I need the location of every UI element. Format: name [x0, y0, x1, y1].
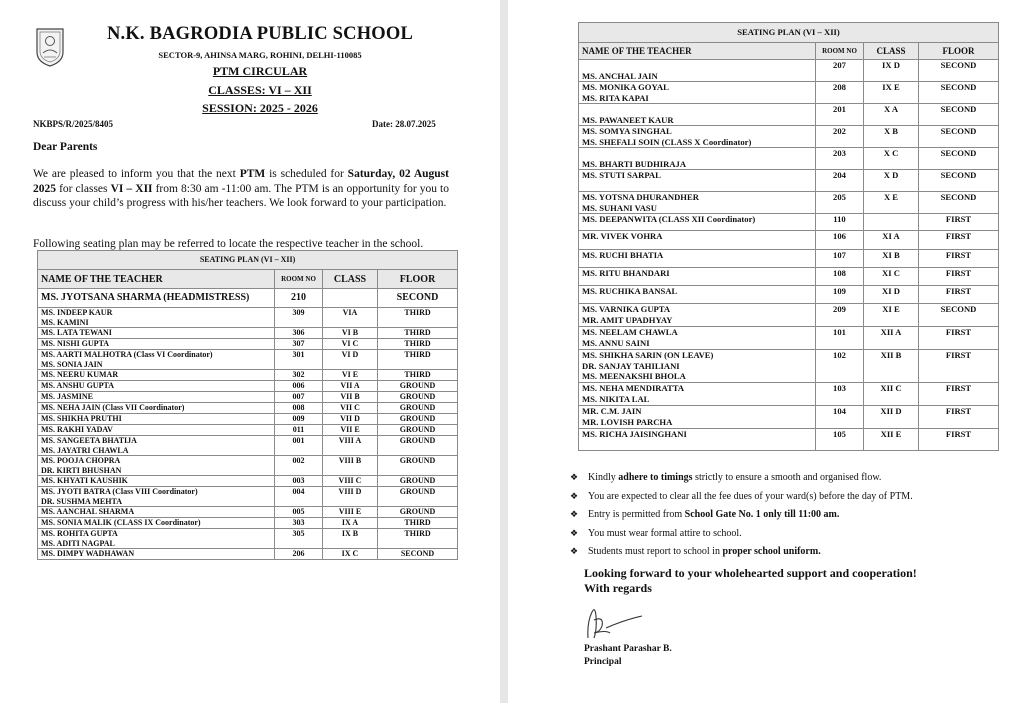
teacher-name: DR. SUSHMA MEHTA	[41, 496, 122, 506]
class-name: VIA	[323, 308, 378, 328]
teacher-names	[579, 104, 816, 126]
room-number: 004	[275, 487, 323, 507]
headmistress-row	[38, 289, 458, 308]
teacher-names	[38, 549, 275, 560]
teacher-row	[38, 308, 458, 328]
teacher-row	[38, 414, 458, 425]
teacher-name: MS. YOTSNA DHURANDHER	[582, 192, 699, 202]
teacher-names	[579, 327, 816, 350]
instruction-text: Kindly	[588, 472, 619, 483]
room-number: 003	[275, 476, 323, 487]
closing-remarks	[584, 566, 917, 595]
class-name: XII D	[864, 406, 919, 429]
class-name: VIII E	[323, 507, 378, 518]
teacher-name: DR. KIRTI BHUSHAN	[41, 465, 122, 475]
teacher-name: MS. JASMINE	[41, 392, 94, 401]
diamond-bullet-icon: ❖	[570, 527, 579, 538]
instruction-item	[570, 472, 913, 491]
teacher-name: MS. NEHA JAIN (Class VII Coordinator)	[41, 403, 185, 412]
teacher-names	[38, 308, 275, 328]
teacher-names	[579, 250, 816, 268]
teacher-names	[579, 304, 816, 327]
teacher-row	[579, 104, 999, 126]
teacher-row	[579, 286, 999, 304]
class-name: XII C	[864, 383, 919, 406]
room-number: 202	[816, 126, 864, 148]
teacher-name: MS. KAMINI	[41, 317, 89, 327]
room-number: 205	[816, 192, 864, 214]
room-number: 203	[816, 148, 864, 170]
teacher-row	[38, 476, 458, 487]
teacher-name: MS. SONIA JAIN	[41, 359, 103, 369]
teacher-name: MS. NIKITA LAL	[582, 393, 650, 404]
room-number: 110	[816, 214, 864, 231]
floor-name: THIRD	[378, 518, 458, 529]
class-name: VII A	[323, 381, 378, 392]
teacher-name: MS. SHIKHA SARIN (ON LEAVE)	[582, 350, 714, 360]
teacher-names	[579, 60, 816, 82]
teacher-name	[582, 440, 812, 451]
teacher-names	[579, 231, 816, 250]
col-header-floor: FLOOR	[378, 270, 458, 289]
teacher-name: MR. VIVEK VOHRA	[582, 231, 663, 241]
instruction-item	[570, 528, 913, 547]
class-name: VIII D	[323, 487, 378, 507]
teacher-row	[579, 304, 999, 327]
teacher-names	[38, 350, 275, 370]
signer-name: Prashant Parashar B.	[584, 644, 672, 654]
col-header-class: CLASS	[864, 43, 919, 60]
floor-name: GROUND	[378, 487, 458, 507]
closing-line: Looking forward to your wholehearted support and cooperation!	[584, 566, 917, 580]
room-number: 104	[816, 406, 864, 429]
teacher-names	[38, 403, 275, 414]
teacher-row	[38, 392, 458, 403]
teacher-row	[38, 456, 458, 476]
room-number: 001	[275, 436, 323, 456]
teacher-name: MS. VARNIKA GUPTA	[582, 304, 671, 314]
teacher-names	[38, 518, 275, 529]
room-number: 208	[816, 82, 864, 104]
room-number: 008	[275, 403, 323, 414]
instruction-text: You must wear formal attire to school.	[588, 527, 742, 539]
principal-signature	[584, 600, 664, 645]
teacher-name: MS. KHYATI KAUSHIK	[41, 476, 128, 485]
instruction-text: Entry is permitted from	[588, 509, 685, 520]
floor-name: FIRST	[919, 383, 999, 406]
teacher-name: MS. ANNU SAINI	[582, 337, 650, 348]
teacher-row	[38, 549, 458, 560]
teacher-row	[38, 339, 458, 350]
teacher-name: MS. NISHI GUPTA	[41, 339, 110, 348]
floor-name: SECOND	[919, 126, 999, 148]
class-name: XI E	[864, 304, 919, 327]
floor-name: GROUND	[378, 425, 458, 436]
diamond-bullet-icon: ❖	[570, 509, 579, 519]
room-number: 204	[816, 170, 864, 192]
teacher-name: MS. AANCHAL SHARMA	[41, 507, 135, 516]
class-name: VII C	[323, 403, 378, 414]
teacher-row	[579, 268, 999, 286]
instruction-item	[570, 491, 913, 510]
teacher-name: MR. C.M. JAIN	[582, 406, 642, 416]
floor-name: FIRST	[919, 327, 999, 350]
teacher-name: MS. MEENAKSHI BHOLA	[582, 371, 686, 381]
room-number: 005	[275, 507, 323, 518]
room-number: 207	[816, 60, 864, 82]
teacher-row	[579, 406, 999, 429]
class-name: X E	[864, 192, 919, 214]
teacher-name: DR. SANJAY TAHILIANI	[582, 360, 680, 371]
school-logo	[34, 26, 66, 68]
class-name: VI C	[323, 339, 378, 350]
room-number: 303	[275, 518, 323, 529]
room-number: 109	[816, 286, 864, 304]
teacher-row	[579, 429, 999, 451]
room-number: 301	[275, 350, 323, 370]
floor-name: GROUND	[378, 392, 458, 403]
floor-name: FIRST	[919, 429, 999, 451]
floor-name: GROUND	[378, 414, 458, 425]
floor-name: THIRD	[378, 339, 458, 350]
seating-plan-caption: SEATING PLAN (VI – XII)	[579, 23, 999, 43]
circular-page-right	[508, 0, 1024, 703]
teacher-row	[38, 436, 458, 456]
teacher-name: MR. AMIT UPADHYAY	[582, 314, 673, 325]
class-name: XI B	[864, 250, 919, 268]
teacher-row	[579, 350, 999, 383]
teacher-names	[579, 286, 816, 304]
teacher-name: MS. LATA TEWANI	[41, 328, 112, 337]
teacher-row	[579, 250, 999, 268]
intro-paragraph: We are pleased to inform you that the next PTM is scheduled for Saturday, 02 August 2025 for classes VI – XII from 8:30 am -11:00 am. The PTM is an opportunity for you to discuss your child’s progress with his/her teachers. We look forward to your participation.	[33, 168, 450, 209]
teacher-names	[38, 487, 275, 507]
floor-name: THIRD	[378, 350, 458, 370]
class-name: XII A	[864, 327, 919, 350]
floor-name: GROUND	[378, 507, 458, 518]
class-name: VIII B	[323, 456, 378, 476]
teacher-names	[579, 192, 816, 214]
teacher-name	[582, 60, 812, 71]
teacher-name: MS. RUCHI BHATIA	[582, 250, 664, 260]
signatory	[584, 643, 672, 669]
teacher-name: MS. STUTI SARPAL	[582, 170, 661, 180]
teacher-name	[582, 104, 812, 115]
room-number: 309	[275, 308, 323, 328]
floor-name: FIRST	[919, 231, 999, 250]
teacher-name: MS. DIMPY WADHAWAN	[41, 549, 135, 558]
class-name: XII E	[864, 429, 919, 451]
room-number: 011	[275, 425, 323, 436]
teacher-names	[38, 529, 275, 549]
school-name: N.K. BAGRODIA PUBLIC SCHOOL	[106, 24, 414, 44]
room-number: 103	[816, 383, 864, 406]
room-number: 302	[275, 370, 323, 381]
teacher-names	[579, 148, 816, 170]
school-address: SECTOR-9, AHINSA MARG, ROHINI, DELHI-110085	[158, 50, 362, 60]
teacher-row	[579, 231, 999, 250]
seating-plan-caption: SEATING PLAN (VI – XII)	[38, 251, 458, 270]
col-header-name: NAME OF THE TEACHER	[579, 43, 816, 60]
teacher-names	[38, 425, 275, 436]
room-number: 201	[816, 104, 864, 126]
class-name: X D	[864, 170, 919, 192]
class-name: XI D	[864, 286, 919, 304]
teacher-name: MS. AARTI MALHOTRA (Class VI Coordinator)	[41, 350, 213, 359]
floor-name: SECOND	[919, 304, 999, 327]
room-number: 102	[816, 350, 864, 383]
room-number: 210	[275, 289, 323, 308]
class-name: VII E	[323, 425, 378, 436]
teacher-name: MS. ROHITA GUPTA	[41, 529, 118, 538]
teacher-names	[579, 170, 816, 192]
diamond-bullet-icon: ❖	[570, 490, 579, 501]
room-number: 206	[275, 549, 323, 560]
class-name: XII B	[864, 350, 919, 383]
teacher-row	[38, 487, 458, 507]
teacher-name: MS. NEHA MENDIRATTA	[582, 383, 685, 393]
instruction-item	[570, 546, 913, 565]
room-number: 305	[275, 529, 323, 549]
col-header-name: NAME OF THE TEACHER	[38, 270, 275, 289]
teacher-name: MS. ADITI NAGPAL	[41, 538, 115, 548]
teacher-row	[38, 370, 458, 381]
teacher-name	[582, 181, 812, 192]
room-number: 002	[275, 456, 323, 476]
teacher-name: MS. NEERU KUMAR	[41, 370, 119, 379]
room-number: 107	[816, 250, 864, 268]
room-number: 106	[816, 231, 864, 250]
instruction-item	[570, 509, 913, 528]
teacher-row	[579, 148, 999, 170]
teacher-name: MS. INDEEP KAUR	[41, 308, 113, 317]
teacher-name: MS. RICHA JAISINGHANI	[582, 429, 687, 439]
teacher-name: MS. BHARTI BUDHIRAJA	[582, 158, 687, 169]
teacher-name: MS. PAWANEET KAUR	[582, 114, 674, 125]
floor-name: SECOND	[378, 549, 458, 560]
teacher-name: MS. SHIKHA PRUTHI	[41, 414, 122, 423]
teacher-name: MS. NEELAM CHAWLA	[582, 327, 678, 337]
teacher-name: MS. MONIKA GOYAL	[582, 82, 669, 92]
signer-title: Principal	[584, 657, 622, 667]
teacher-names	[579, 429, 816, 451]
teacher-row	[579, 126, 999, 148]
teacher-names	[38, 328, 275, 339]
col-header-room: ROOM NO	[275, 270, 323, 289]
teacher-name: MS. JYOTSANA SHARMA (HEADMISTRESS)	[38, 289, 275, 308]
class-name: VIII C	[323, 476, 378, 487]
teacher-name: MS. SUHANI VASU	[582, 202, 657, 213]
teacher-row	[579, 327, 999, 350]
teacher-name: MS. SOMYA SINGHAL	[582, 126, 672, 136]
floor-name: THIRD	[378, 308, 458, 328]
teacher-row	[579, 82, 999, 104]
class-name: XI C	[864, 268, 919, 286]
class-name: IX E	[864, 82, 919, 104]
teacher-names	[579, 406, 816, 429]
class-name: X C	[864, 148, 919, 170]
instruction-text: Students must report to school in	[588, 546, 723, 557]
floor-name: FIRST	[919, 250, 999, 268]
seating-plan-table-right	[578, 22, 999, 451]
room-number: 007	[275, 392, 323, 403]
session-line: SESSION: 2025 - 2026	[202, 101, 318, 115]
floor-name: GROUND	[378, 403, 458, 414]
class-name: IX C	[323, 549, 378, 560]
room-number: 209	[816, 304, 864, 327]
teacher-name: MS. RITU BHANDARI	[582, 268, 670, 278]
floor-name: GROUND	[378, 456, 458, 476]
teacher-name: MS. JAYATRI CHAWLA	[41, 445, 129, 455]
teacher-row	[38, 507, 458, 518]
instructions-list	[570, 472, 913, 565]
teacher-name: MS. SHEFALI SOIN (CLASS X Coordinator)	[582, 136, 752, 147]
floor-name: FIRST	[919, 350, 999, 383]
teacher-name: MS. POOJA CHOPRA	[41, 456, 121, 465]
teacher-names	[38, 436, 275, 456]
teacher-row	[38, 518, 458, 529]
class-name: VI B	[323, 328, 378, 339]
teacher-name: MS. JYOTI BATRA (Class VIII Coordinator)	[41, 487, 198, 496]
floor-name: GROUND	[378, 436, 458, 456]
teacher-name: MS. RAKHI YADAV	[41, 425, 113, 434]
salutation: Dear Parents	[33, 141, 98, 153]
classes-line: CLASSES: VI – XII	[208, 83, 312, 97]
class-name: XI A	[864, 231, 919, 250]
teacher-name: MS. ANSHU GUPTA	[41, 381, 114, 390]
room-number: 006	[275, 381, 323, 392]
floor-name: THIRD	[378, 328, 458, 339]
class-name	[864, 214, 919, 231]
teacher-names	[38, 414, 275, 425]
class-name: VIII A	[323, 436, 378, 456]
floor-name: GROUND	[378, 476, 458, 487]
floor-name: SECOND	[919, 170, 999, 192]
class-name: VI E	[323, 370, 378, 381]
teacher-names	[38, 381, 275, 392]
teacher-row	[579, 214, 999, 231]
class-name: X A	[864, 104, 919, 126]
floor-name: SECOND	[378, 289, 458, 308]
floor-name: SECOND	[919, 60, 999, 82]
teacher-names	[579, 383, 816, 406]
circular-date: Date: 28.07.2025	[372, 119, 436, 129]
class-name	[323, 289, 378, 308]
teacher-names	[579, 214, 816, 231]
floor-name: SECOND	[919, 82, 999, 104]
room-number: 105	[816, 429, 864, 451]
teacher-name: MS. RUCHIKA BANSAL	[582, 286, 678, 296]
teacher-row	[579, 170, 999, 192]
room-number: 307	[275, 339, 323, 350]
class-name: IX D	[864, 60, 919, 82]
floor-name: THIRD	[378, 370, 458, 381]
teacher-names	[38, 456, 275, 476]
floor-name: FIRST	[919, 268, 999, 286]
floor-name: SECOND	[919, 148, 999, 170]
teacher-name: MS. SONIA MALIK (CLASS IX Coordinator)	[41, 518, 201, 527]
class-name: VII D	[323, 414, 378, 425]
room-number: 009	[275, 414, 323, 425]
instruction-emphasis: School Gate No. 1 only till 11:00 am.	[684, 509, 840, 520]
teacher-row	[579, 60, 999, 82]
instruction-emphasis: proper school uniform.	[722, 546, 821, 557]
teacher-name	[582, 148, 812, 159]
reference-number: NKBPS/R/2025/8405	[33, 119, 114, 129]
teacher-names	[579, 268, 816, 286]
instruction-text: You are expected to clear all the fee dues of your ward(s) before the day of PTM.	[588, 490, 913, 502]
teacher-row	[579, 383, 999, 406]
teacher-names	[38, 476, 275, 487]
col-header-floor: FLOOR	[919, 43, 999, 60]
room-number: 306	[275, 328, 323, 339]
circular-page-left	[0, 0, 500, 703]
teacher-row	[38, 328, 458, 339]
teacher-name: MS. RITA KAPAI	[582, 92, 649, 103]
circular-title: PTM CIRCULAR	[212, 64, 308, 78]
diamond-bullet-icon: ❖	[570, 472, 579, 482]
teacher-names	[579, 126, 816, 148]
room-number: 101	[816, 327, 864, 350]
floor-name: SECOND	[919, 104, 999, 126]
floor-name: FIRST	[919, 286, 999, 304]
floor-name: FIRST	[919, 406, 999, 429]
teacher-name: MS. DEEPANWITA (CLASS XII Coordinator)	[582, 214, 756, 224]
instruction-emphasis: adhere to timings	[618, 472, 693, 483]
floor-name: THIRD	[378, 529, 458, 549]
teacher-row	[38, 529, 458, 549]
seating-plan-table-left	[37, 250, 458, 560]
regards-line: With regards	[584, 580, 652, 595]
teacher-names	[38, 507, 275, 518]
instruction-text: strictly to ensure a smooth and organised flow.	[692, 472, 882, 483]
teacher-names	[38, 370, 275, 381]
teacher-name: MS. ANCHAL JAIN	[582, 70, 658, 81]
class-name: VI D	[323, 350, 378, 370]
class-name: X B	[864, 126, 919, 148]
teacher-names	[38, 339, 275, 350]
teacher-names	[38, 392, 275, 403]
teacher-row	[579, 192, 999, 214]
teacher-row	[38, 350, 458, 370]
teacher-names	[579, 350, 816, 383]
diamond-bullet-icon: ❖	[570, 546, 579, 556]
teacher-names	[579, 82, 816, 104]
teacher-row	[38, 403, 458, 414]
teacher-name: MR. LOVISH PARCHA	[582, 416, 673, 427]
teacher-name: MS. SANGEETA BHATIJA	[41, 436, 137, 445]
floor-name: SECOND	[919, 192, 999, 214]
class-name: VII B	[323, 392, 378, 403]
teacher-row	[38, 381, 458, 392]
col-header-room: ROOM NO	[816, 43, 864, 60]
col-header-class: CLASS	[323, 270, 378, 289]
floor-name: GROUND	[378, 381, 458, 392]
class-name: IX A	[323, 518, 378, 529]
teacher-row	[38, 425, 458, 436]
floor-name: FIRST	[919, 214, 999, 231]
class-name: IX B	[323, 529, 378, 549]
seating-plan-reference-text: Following seating plan may be referred to locate the respective teacher in the school.	[33, 238, 424, 250]
room-number: 108	[816, 268, 864, 286]
